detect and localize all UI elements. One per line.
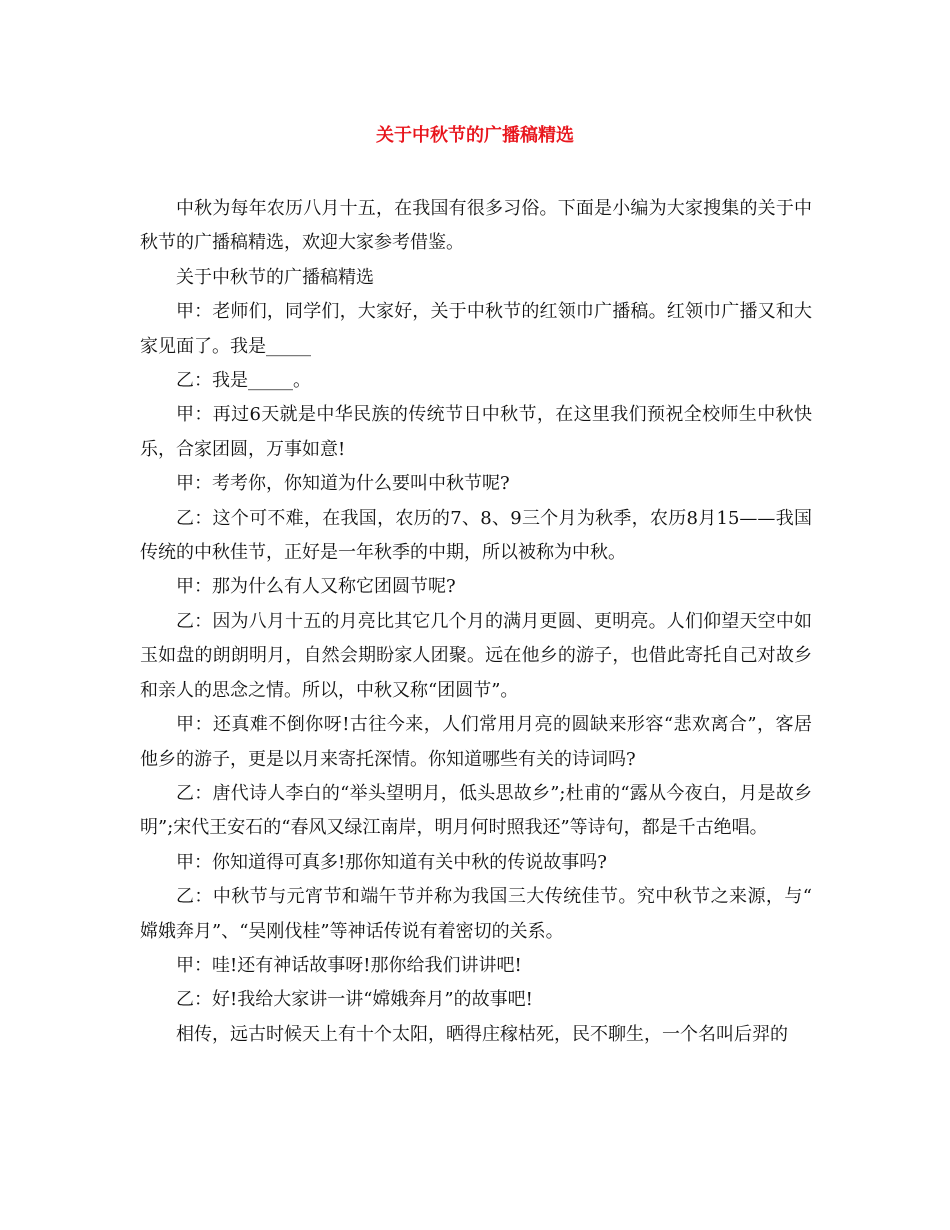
- paragraph: 乙：这个可不难，在我国，农历的7、8、9三个月为秋季，农历8月15——我国传统的中秋佳节，正好是一年秋季的中期，所以被称为中秋。: [140, 507, 812, 564]
- paragraph: 甲：还真难不倒你呀!古往今来，人们常用月亮的圆缺来形容“悲欢离合”，客居他乡的游子，更是以月来寄托深情。你知道哪些有关的诗词吗?: [140, 714, 812, 770]
- paragraph: 甲：那为什么有人又称它团圆节呢?: [176, 576, 456, 598]
- paragraph-subtitle: 关于中秋节的广播稿精选: [176, 266, 374, 288]
- paragraph: 甲：老师们，同学们，大家好，关于中秋节的红领巾广播稿。红领巾广播又和大家见面了。我是_____: [140, 301, 812, 357]
- paragraph: 甲：哇!还有神话故事呀!那你给我们讲讲吧!: [176, 954, 522, 976]
- document-title: 关于中秋节的广播稿精选: [376, 125, 574, 146]
- paragraph: 甲：考考你，你知道为什么要叫中秋节呢?: [176, 473, 510, 495]
- paragraph: 乙：中秋节与元宵节和端午节并称为我国三大传统佳节。究中秋节之来源，与“嫦娥奔月”、“吴刚伐桂”等神话传说有着密切的关系。: [140, 886, 812, 942]
- paragraph: 乙：唐代诗人李白的“举头望明月，低头思故乡”;杜甫的“露从今夜白，月是故乡明”;宋代王安石的“春风又绿江南岸，明月何时照我还”等诗句，都是千古绝唱。: [140, 782, 812, 839]
- paragraph: 甲：你知道得可真多!那你知道有关中秋的传说故事吗?: [176, 851, 607, 873]
- document-body: [140, 192, 812, 1052]
- paragraph: 甲：再过6天就是中华民族的传统节日中秋节，在这里我们预祝全校师生中秋快乐，合家团圆，万事如意!: [140, 404, 812, 460]
- paragraph: 乙：好!我给大家讲一讲“嫦娥奔月”的故事吧!: [176, 989, 533, 1011]
- paragraph: 乙：我是_____。: [176, 370, 311, 392]
- paragraph-intro: 中秋为每年农历八月十五，在我国有很多习俗。下面是小编为大家搜集的关于中秋节的广播稿精选，欢迎大家参考借鉴。: [140, 198, 812, 254]
- paragraph: 相传，远古时候天上有十个太阳，晒得庄稼枯死，民不聊生，一个名叫后羿的: [176, 1023, 788, 1045]
- paragraph: 乙：因为八月十五的月亮比其它几个月的满月更圆、更明亮。人们仰望天空中如玉如盘的朗朗明月，自然会期盼家人团聚。远在他乡的游子，也借此寄托自己对故乡和亲人的思念之情。所以，中秋又称“团圆节”。: [140, 610, 812, 701]
